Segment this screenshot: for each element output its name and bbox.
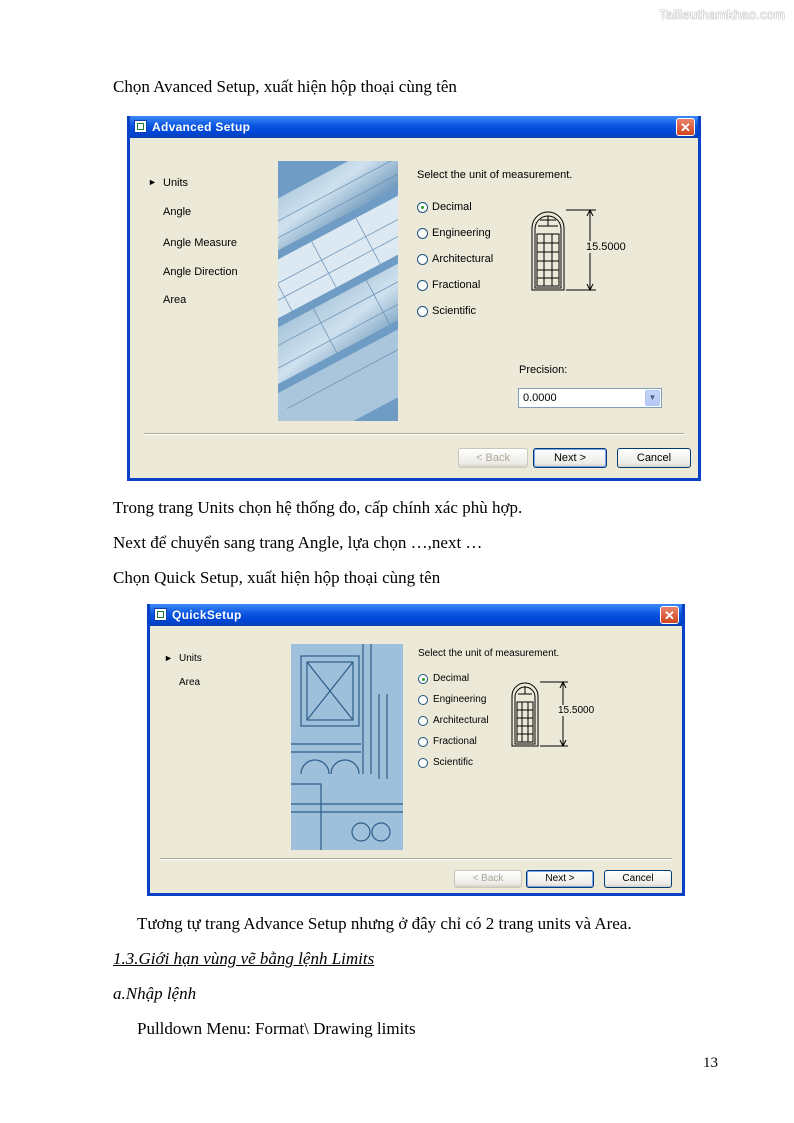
radio-label: Engineering — [432, 227, 491, 239]
dimension-label: 15.5000 — [558, 705, 595, 716]
radio-circle — [418, 695, 428, 705]
paragraph-comparison: Tương tự trang Advance Setup nhưng ở đây chỉ có 2 trang units và Area. — [137, 914, 632, 933]
precision-value: 0.0000 — [523, 392, 557, 404]
cancel-button[interactable]: Cancel — [604, 870, 672, 888]
radio-circle — [418, 758, 428, 768]
radio-selected-indicator — [418, 674, 428, 684]
section-heading: 1.3.Giới hạn vùng vẽ bằng lệnh Limits — [113, 949, 375, 968]
cancel-button[interactable]: Cancel — [617, 448, 691, 468]
advanced-setup-titlebar[interactable] — [130, 116, 698, 138]
radio-label: Decimal — [433, 673, 470, 684]
current-page-arrow-icon: ► — [164, 653, 173, 663]
current-page-arrow-icon: ► — [148, 177, 157, 187]
nav-item-label: Units — [179, 653, 202, 664]
precision-select[interactable] — [518, 388, 662, 408]
radio-circle — [418, 716, 428, 726]
close-icon: ✕ — [680, 120, 691, 135]
radio-label: Fractional — [432, 279, 481, 291]
nav-item-units[interactable] — [148, 177, 189, 189]
nav-item-angle[interactable] — [163, 206, 191, 218]
nav-item-area[interactable] — [163, 294, 186, 306]
chevron-down-icon[interactable]: ▼ — [645, 390, 660, 406]
nav-item-label: Units — [163, 177, 189, 189]
radio-label: Scientific — [432, 305, 477, 317]
advanced-setup-dialog — [127, 116, 701, 481]
back-button[interactable]: < Back — [458, 448, 528, 468]
nav-item-label: Area — [179, 677, 201, 688]
watermark: Tailieuthamkhao.com — [659, 7, 785, 22]
radio-label: Scientific — [433, 757, 474, 768]
back-button[interactable]: < Back — [454, 870, 522, 888]
close-icon: ✕ — [664, 608, 675, 623]
close-button[interactable] — [660, 606, 679, 624]
radio-circle — [417, 306, 428, 317]
radio-circle — [418, 737, 428, 747]
radio-label: Fractional — [433, 736, 477, 747]
divider — [160, 858, 672, 860]
radio-label: Architectural — [432, 253, 494, 265]
nav-item-angle-measure[interactable] — [163, 237, 237, 249]
quick-setup-dialog — [147, 604, 685, 896]
radio-circle — [417, 280, 428, 291]
next-button[interactable]: Next > — [526, 870, 594, 888]
unit-prompt: Select the unit of measurement. — [418, 648, 560, 659]
quick-setup-titlebar[interactable] — [150, 604, 682, 626]
app-icon — [154, 608, 167, 621]
paragraph-units: Trong trang Units chọn hệ thống đo, cấp chính xác phù hợp. — [113, 498, 523, 517]
nav-item-label: Area — [163, 294, 187, 306]
divider — [144, 433, 684, 435]
radio-label: Architectural — [433, 715, 489, 726]
paragraph-advanced-intro: Chọn Avanced Setup, xuất hiện hộp thoại cùng tên — [113, 77, 457, 96]
app-icon — [134, 120, 147, 133]
paragraph-pulldown: Pulldown Menu: Format\ Drawing limits — [137, 1019, 416, 1038]
subsection-heading: a.Nhập lệnh — [113, 984, 197, 1003]
page-number: 13 — [703, 1055, 718, 1071]
radio-selected-indicator — [417, 202, 428, 213]
blueprint-image — [278, 161, 398, 421]
nav-item-label: Angle Measure — [163, 237, 237, 249]
close-button[interactable] — [676, 118, 695, 136]
paragraph-next: Next để chuyển sang trang Angle, lựa chọn …,next … — [113, 533, 483, 552]
dimension-label: 15.5000 — [586, 241, 626, 253]
radio-circle — [417, 228, 428, 239]
blueprint-image — [291, 644, 403, 850]
nav-item-angle-direction[interactable] — [163, 266, 238, 278]
nav-item-label: Angle Direction — [163, 266, 238, 278]
radio-label: Decimal — [432, 201, 472, 213]
nav-item-label: Angle — [163, 206, 192, 218]
nav-item-area[interactable] — [179, 677, 200, 688]
precision-label: Precision: — [519, 364, 568, 376]
nav-item-units[interactable] — [164, 653, 202, 664]
dialog-title: Advanced Setup — [152, 120, 251, 134]
next-button[interactable]: Next > — [533, 448, 607, 468]
unit-prompt: Select the unit of measurement. — [417, 169, 573, 181]
dialog-title: QuickSetup — [172, 608, 242, 622]
paragraph-quick-intro: Chọn Quick Setup, xuất hiện hộp thoại cùng tên — [113, 568, 441, 587]
radio-circle — [417, 254, 428, 265]
radio-label: Engineering — [433, 694, 487, 705]
